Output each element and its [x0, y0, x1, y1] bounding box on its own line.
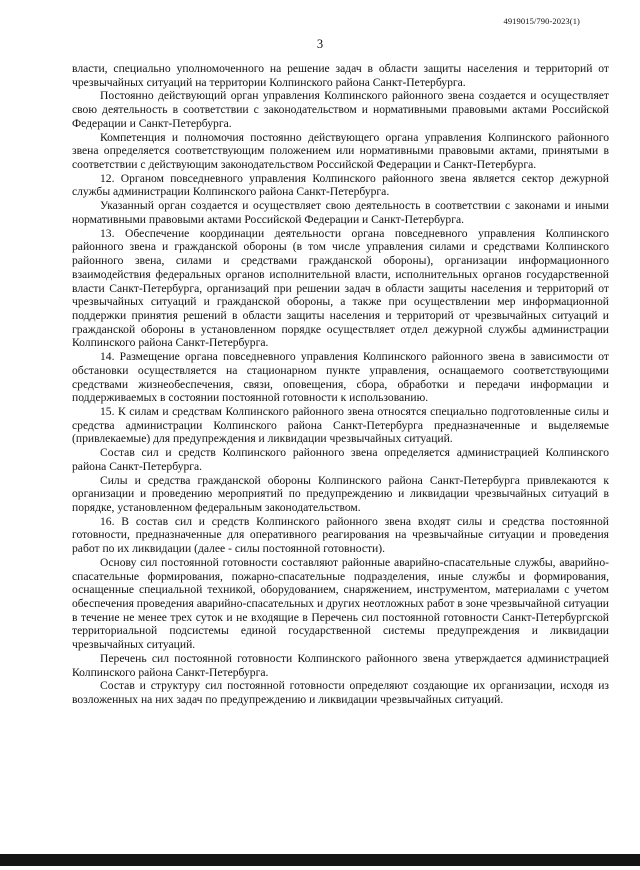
registration-number: 4919015/790-2023(1) — [503, 16, 580, 26]
document-body — [72, 62, 609, 707]
paragraph: Состав сил и средств Колпинского районного звена определяется администрацией Колпинского района Санкт-Петербурга. — [72, 446, 609, 473]
paragraph: 15. К силам и средствам Колпинского районного звена относятся специально подготовленные силы и средства администрации Колпинского района Санкт-Петербурга предназначенные и выделяемые (привлекаемые) для предупреждения и ликвидации чрезвычайных ситуаций. — [72, 404, 609, 446]
page-number: 3 — [316, 37, 324, 51]
paragraph: власти, специально уполномоченного на решение задач в области защиты населения и территорий от чрезвычайных ситуаций на территории Колпинского района Санкт-Петербурга. — [72, 62, 609, 89]
paragraph: Основу сил постоянной готовности составляют районные аварийно-спасательные службы, аварийно-спасательные формирования, пожарно-спасательные подразделения, иные службы и формирования, оснащенные специальной техникой, оборудованием, снаряжением, инструментом, материалами с учетом обеспечения проведения аварийно-спасательных и других неотложных работ в зоне чрезвычайной ситуации в течение не менее трех суток и не входящие в Перечень сил постоянной готовности Санкт-Петербургской территориальной подсистемы единой государственной системы предупреждения и ликвидации чрезвычайных ситуаций. — [72, 555, 609, 652]
paragraph: Силы и средства гражданской обороны Колпинского района Санкт-Петербурга привлекаются к организации и проведению мероприятий по предупреждению и ликвидации чрезвычайных ситуаций в порядке, установленном федеральным законодательством. — [72, 473, 609, 514]
paragraph: 12. Органом повседневного управления Колпинского районного звена является сектор дежурной службы администрации Колпинского района Санкт-Петербурга. — [72, 171, 609, 199]
paragraph: 14. Размещение органа повседневного управления Колпинского районного звена в зависимости от обстановки осуществляется на стационарном пункте управления, оснащаемого соответствующими средствами жизнеобеспечения, связи, оповещения, сбора, обработки и передачи информации и поддерживаемых в состоянии постоянной готовности к использованию. — [72, 350, 609, 405]
paragraph: 13. Обеспечение координации деятельности органа повседневного управления Колпинского районного звена и гражданской обороны (в том числе управления силами и средствами Колпинского районного звена, силами и средствами гражданской обороны), организации информационного взаимодействия федеральных органов исполнительной власти, исполнительных органов государственной власти Санкт-Петербурга, организаций при решении задач в области защиты населения и территорий от чрезвычайных ситуаций и гражданской обороны, а также при осуществлении мер информационной поддержки принятия решений в области защиты населения и территорий от чрезвычайных ситуаций и гражданской обороны в установленном порядке осуществляет отдел дежурной службы администрации Колпинского района Санкт-Петербурга. — [72, 226, 609, 350]
paragraph: Состав и структуру сил постоянной готовности определяют создающие их организации, исходя из возложенных на них задач по предупреждению и ликвидации чрезвычайных ситуаций. — [72, 679, 609, 707]
paragraph: Указанный орган создается и осуществляет свою деятельность в соответствии с законами и иными нормативными правовыми актами Российской Федерации и Санкт-Петербурга. — [72, 199, 609, 226]
paragraph: Перечень сил постоянной готовности Колпинского районного звена утверждается администрацией Колпинского района Санкт-Петербурга. — [72, 651, 609, 679]
paragraph: 16. В состав сил и средств Колпинского районного звена входят силы и средства постоянной готовности, предназначенные для оперативного реагирования на чрезвычайные ситуации и проведения работ по их ликвидации (далее - силы постоянной готовности). — [72, 514, 609, 556]
paragraph: Постоянно действующий орган управления Колпинского районного звена создается и осуществляет свою деятельность в соответствии с законодательством и нормативными правовыми актами Российской Федерации и Санкт-Петербурга. — [72, 89, 609, 130]
paragraph: Компетенция и полномочия постоянно действующего органа управления Колпинского районного звена определяется соответствующим положением или нормативными правовыми актами, принятыми в соответствии с действующим законодательством Российской Федерации и Санкт-Петербурга. — [72, 130, 609, 172]
scan-edge-bar — [0, 854, 640, 866]
